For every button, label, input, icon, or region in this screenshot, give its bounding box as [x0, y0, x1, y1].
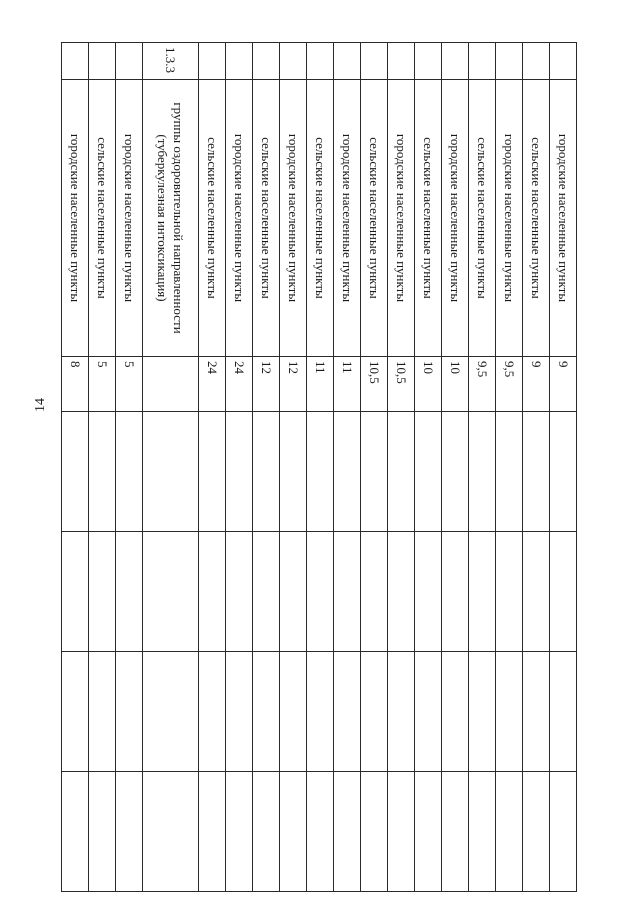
row-name: городские населенные пункты: [496, 80, 523, 357]
empty-cell: [388, 652, 415, 772]
row-value: 5: [116, 357, 143, 412]
table-row: [361, 43, 388, 892]
row-name: сельские населенные пункты: [469, 80, 496, 357]
empty-cell: [62, 652, 89, 772]
table-row: [143, 43, 199, 892]
empty-cell: [226, 652, 253, 772]
row-code: 1.3.3: [143, 43, 199, 80]
empty-cell: [415, 652, 442, 772]
empty-cell: [226, 412, 253, 532]
table-body: [62, 43, 577, 892]
empty-cell: [253, 412, 280, 532]
empty-cell: [442, 772, 469, 892]
empty-cell: [226, 532, 253, 652]
row-name: городские населенные пункты: [388, 80, 415, 357]
table-row: [62, 43, 89, 892]
row-value: 24: [226, 357, 253, 412]
row-value: 11: [334, 357, 361, 412]
row-code: [62, 43, 89, 80]
empty-cell: [415, 772, 442, 892]
empty-cell: [199, 412, 226, 532]
empty-cell: [523, 532, 550, 652]
empty-cell: [334, 772, 361, 892]
norms-table: [61, 42, 577, 892]
table-row: [388, 43, 415, 892]
table-row: [496, 43, 523, 892]
empty-cell: [280, 532, 307, 652]
row-code: [226, 43, 253, 80]
row-value: 9,5: [469, 357, 496, 412]
empty-cell: [116, 412, 143, 532]
table-row: [523, 43, 550, 892]
empty-cell: [199, 532, 226, 652]
empty-cell: [253, 652, 280, 772]
row-value: 12: [280, 357, 307, 412]
empty-cell: [307, 412, 334, 532]
row-name: сельские населенные пункты: [89, 80, 116, 357]
row-code: [253, 43, 280, 80]
empty-cell: [116, 652, 143, 772]
empty-cell: [523, 772, 550, 892]
row-value: 10,5: [361, 357, 388, 412]
empty-cell: [89, 532, 116, 652]
row-code: [361, 43, 388, 80]
row-code: [550, 43, 577, 80]
table-row: [226, 43, 253, 892]
row-value: 5: [89, 357, 116, 412]
empty-cell: [415, 412, 442, 532]
empty-cell: [89, 412, 116, 532]
row-value: 11: [307, 357, 334, 412]
empty-cell: [415, 532, 442, 652]
row-name: городские населенные пункты: [442, 80, 469, 357]
empty-cell: [199, 772, 226, 892]
table-row: [199, 43, 226, 892]
empty-cell: [388, 532, 415, 652]
empty-cell: [469, 412, 496, 532]
empty-cell: [62, 532, 89, 652]
row-name: городские населенные пункты: [550, 80, 577, 357]
table-row: [253, 43, 280, 892]
empty-cell: [361, 772, 388, 892]
empty-cell: [143, 772, 199, 892]
row-name: группы оздоровительной направленности (туберкулезная интоксикация): [143, 80, 199, 357]
row-code: [199, 43, 226, 80]
empty-cell: [550, 652, 577, 772]
empty-cell: [442, 532, 469, 652]
empty-cell: [334, 412, 361, 532]
table-row: [334, 43, 361, 892]
empty-cell: [253, 772, 280, 892]
row-name: сельские населенные пункты: [415, 80, 442, 357]
empty-cell: [496, 532, 523, 652]
table-row: [469, 43, 496, 892]
table-row: [280, 43, 307, 892]
row-value: 8: [62, 357, 89, 412]
rotated-table-container: [66, 42, 577, 827]
empty-cell: [361, 412, 388, 532]
row-value: 10: [415, 357, 442, 412]
row-code: [442, 43, 469, 80]
empty-cell: [496, 412, 523, 532]
row-name: городские населенные пункты: [226, 80, 253, 357]
table-row: [307, 43, 334, 892]
empty-cell: [334, 652, 361, 772]
row-code: [388, 43, 415, 80]
table-row: [89, 43, 116, 892]
empty-cell: [280, 772, 307, 892]
empty-cell: [253, 532, 280, 652]
row-value: 12: [253, 357, 280, 412]
empty-cell: [523, 412, 550, 532]
empty-cell: [469, 532, 496, 652]
empty-cell: [199, 652, 226, 772]
row-value: 9,5: [496, 357, 523, 412]
row-code: [496, 43, 523, 80]
row-value: 10,5: [388, 357, 415, 412]
empty-cell: [334, 532, 361, 652]
table-row: [415, 43, 442, 892]
empty-cell: [496, 772, 523, 892]
empty-cell: [307, 652, 334, 772]
empty-cell: [280, 652, 307, 772]
row-name: сельские населенные пункты: [199, 80, 226, 357]
empty-cell: [469, 652, 496, 772]
empty-cell: [143, 652, 199, 772]
row-code: [307, 43, 334, 80]
empty-cell: [496, 652, 523, 772]
empty-cell: [550, 532, 577, 652]
row-name: городские населенные пункты: [116, 80, 143, 357]
row-name: сельские населенные пункты: [253, 80, 280, 357]
row-value: 9: [523, 357, 550, 412]
empty-cell: [388, 772, 415, 892]
empty-cell: [116, 772, 143, 892]
empty-cell: [523, 652, 550, 772]
row-code: [334, 43, 361, 80]
row-code: [89, 43, 116, 80]
row-code: [415, 43, 442, 80]
row-value: 24: [199, 357, 226, 412]
row-value: 10: [442, 357, 469, 412]
table-row: [550, 43, 577, 892]
row-value: [143, 357, 199, 412]
row-name: городские населенные пункты: [334, 80, 361, 357]
row-code: [116, 43, 143, 80]
table-row: [442, 43, 469, 892]
empty-cell: [388, 412, 415, 532]
table-row: [116, 43, 143, 892]
empty-cell: [550, 772, 577, 892]
empty-cell: [62, 412, 89, 532]
row-name: сельские населенные пункты: [523, 80, 550, 357]
empty-cell: [361, 532, 388, 652]
row-name: городские населенные пункты: [280, 80, 307, 357]
empty-cell: [89, 772, 116, 892]
empty-cell: [280, 412, 307, 532]
page-number: 14: [33, 398, 48, 412]
empty-cell: [143, 532, 199, 652]
row-value: 9: [550, 357, 577, 412]
empty-cell: [307, 532, 334, 652]
row-name: сельские населенные пункты: [361, 80, 388, 357]
empty-cell: [307, 772, 334, 892]
empty-cell: [550, 412, 577, 532]
empty-cell: [62, 772, 89, 892]
empty-cell: [89, 652, 116, 772]
row-code: [280, 43, 307, 80]
row-name: городские населенные пункты: [62, 80, 89, 357]
empty-cell: [143, 412, 199, 532]
empty-cell: [442, 412, 469, 532]
row-name: сельские населенные пункты: [307, 80, 334, 357]
row-code: [469, 43, 496, 80]
empty-cell: [116, 532, 143, 652]
row-code: [523, 43, 550, 80]
empty-cell: [361, 652, 388, 772]
empty-cell: [469, 772, 496, 892]
empty-cell: [226, 772, 253, 892]
empty-cell: [442, 652, 469, 772]
